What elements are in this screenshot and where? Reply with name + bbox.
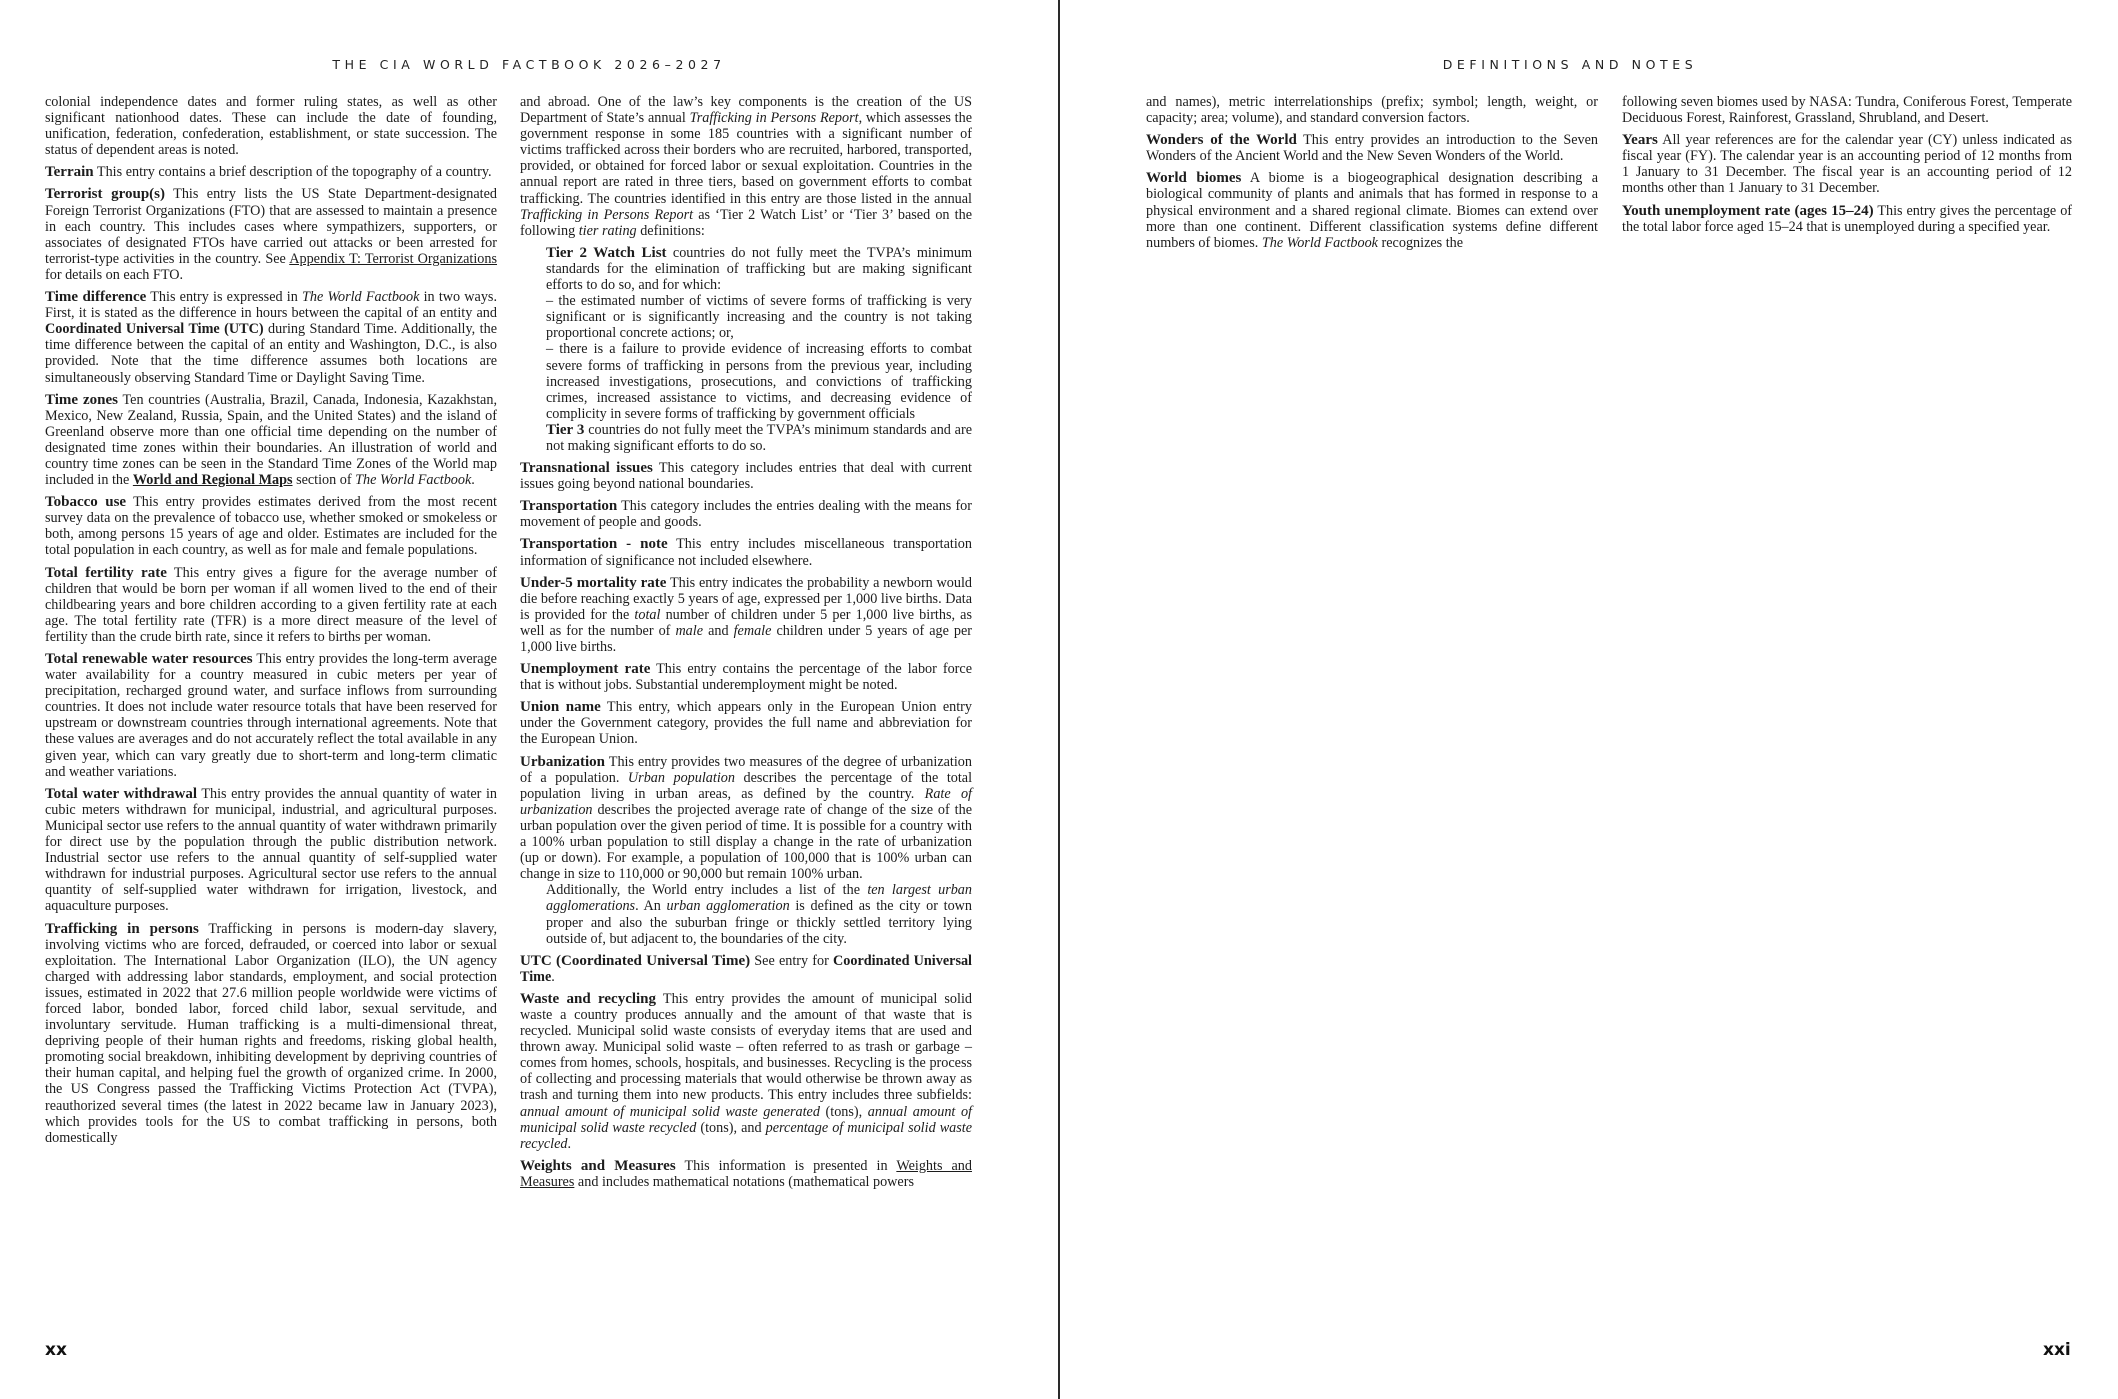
entry-tobacco-use: Tobacco use This entry provides estimates derived from the most recent survey data on the prevalence of tobacco use, whether smoked or smokeless or both, among persons 15 years of age and older. Estimates are included for the total population in each country, as well as for male and female populations. (45, 494, 497, 559)
right-column-2 (1622, 94, 2072, 241)
entry-trafficking-in-persons: Trafficking in persons Trafficking in persons is modern-day slavery, involving victims who are forced, defrauded, or coerced into labor or sexual exploitation. The International Labor Organization (ILO), the UN agency charged with addressing labor standards, employment, and social protection issues, estimated in 2022 that 27.6 million people worldwide were victims of forced labor, bonded labor, forced child labor, sexual servitude, and involuntary servitude. Human trafficking is a multi-dimensional threat, depriving people of their human rights and freedoms, risking global health, promoting social breakdown, inhibiting development by depriving countries of their human capital, and helping fuel the growth of organized crime. In 2000, the US Congress passed the Trafficking Victims Protection Act (TVPA), reauthorized several times (the latest in 2022 became law in January 2023), which provides tools for the US to combat trafficking in persons, both domestically (45, 920, 497, 1146)
entry-term: Total renewable water resources (45, 651, 253, 667)
tier-2-watch-list: Tier 2 Watch List countries do not fully meet the TVPA’s minimum standards for the elimination of trafficking but are making significant efforts to do so, and for which: (546, 244, 972, 294)
entry-term: Time difference (45, 289, 147, 306)
entry-term: Unemployment rate (520, 661, 651, 678)
entry-term: Tobacco use (45, 494, 127, 511)
entry-total-fertility-rate: Total fertility rate This entry gives a figure for the average number of children that would be born per woman if all women lived to the end of their childbearing years and bore children according to a given fertility rate at each age. The total fertility rate (TFR) is a more direct measure of the level of fertility than the crude birth rate, since it refers to births per woman. (45, 564, 498, 645)
appendix-t-link[interactable]: Appendix T: Terrorist Organizations (289, 250, 498, 267)
entry-transportation: Transportation This category includes the entries dealing with the means for movement of people and goods. (520, 498, 972, 531)
right-page (1060, 0, 2118, 1399)
page-number: xxi (2043, 1340, 2071, 1360)
entry-term: Urbanization (520, 753, 606, 770)
entry-utc: UTC (Coordinated Universal Time) See entry for Coordinated Universal Time. (520, 952, 972, 985)
entry-unemployment-rate: Unemployment rate This entry contains the percentage of the labor force that is without jobs. Substantial underemployment might be noted. (520, 661, 973, 694)
entry-union-name: Union name This entry, which appears only in the European Union entry under the Government category, provides the full name and abbreviation for the European Union. (520, 699, 972, 748)
entry-term: Youth unemployment rate (ages 15–24) (1622, 202, 1874, 219)
entry-under-5-mortality: Under-5 mortality rate This entry indicates the probability a newborn would die before reaching exactly 5 years of age, expressed per 1,000 live births. Data is provided for the total number of children under 5 per 1,000 live births, as well as for the number of male and female children under 5 years of age per 1,000 live births. (520, 574, 973, 655)
entry-terrain: Terrain This entry contains a brief description of the topography of a country. (45, 164, 492, 181)
entry-wonders-of-the-world: Wonders of the World This entry provides an introduction to the Seven Wonders of the Ancient World and the New Seven Wonders of the World. (1146, 132, 1598, 165)
entry-term: Tier 2 Watch List (546, 244, 667, 261)
page-number: xx (45, 1340, 67, 1360)
entry-term: Transnational issues (520, 460, 653, 477)
tier-2-item: – the estimated number of victims of severe forms of trafficking is very significant or is significantly increasing and the country is not taking proportional concrete actions; or, (546, 293, 972, 342)
entry-term: Weights and Measures (520, 1157, 676, 1174)
entry-weights-and-measures: Weights and Measures This information is presented in Weights and Measures and includes mathematical notations (mathematical powers (520, 1157, 972, 1190)
left-column-2 (520, 94, 972, 1196)
entry-transportation-note: Transportation - note This entry includes miscellaneous transportation information of significance not included elsewhere. (520, 536, 972, 569)
entry-term: Total fertility rate (45, 564, 167, 581)
entry-term: Years (1622, 132, 1658, 149)
entry-term: Total water withdrawal (45, 785, 198, 802)
continued-paragraph: following seven biomes used by NASA: Tundra, Coniferous Forest, Temperate Deciduous Forest, Rainforest, Grassland, Shrubland, and Desert. (1622, 94, 2072, 127)
entry-term: Terrorist group(s) (45, 186, 165, 203)
urbanization-additional: Additionally, the World entry includes a list of the ten largest urban agglomerations. An urban agglomeration is defined as the city or town proper and also the suburban fringe or thickly settled territory lying outside of, but adjacent to, the boundaries of the city. (546, 882, 973, 947)
entry-waste-and-recycling: Waste and recycling This entry provides the amount of municipal solid waste a country produces annually and the amount of that waste that is recycled. Municipal solid waste consists of everyday items that are used and thrown away. Municipal solid waste – often referred to as trash or garbage – comes from homes, schools, hospitals, and businesses. Recycling is the process of collecting and processing materials that would otherwise be thrown away as trash and turning them into new products. This entry includes three subfields: annual amount of municipal solid waste generated (tons), annual amount of municipal solid waste recycled (tons), and percentage of municipal solid waste recycled. (520, 990, 973, 1152)
entry-youth-unemployment: Youth unemployment rate (ages 15–24) This entry gives the percentage of the total labor force aged 15–24 that is unemployed during a specified year. (1622, 202, 2073, 235)
continued-paragraph: and abroad. One of the law’s key components is the creation of the US Department of State’s annual Trafficking in Persons Report, which assesses the government response in some 185 countries with a significant number of victims trafficked across their borders who are recruited, harbored, transported, provided, or obtained for forced labor or sexual exploitation. Countries in the annual report are rated in three tiers, based on government efforts to combat trafficking. The countries identified in this entry are those listed in the annual Trafficking in Persons Report as ‘Tier 2 Watch List’ or ‘Tier 3’ based on the following tier rating definitions: (520, 94, 973, 239)
entry-time-difference: Time difference This entry is expressed in The World Factbook in two ways. First, it is stated as the difference in hours between the capital of an entity and Coordinated Universal Time (UTC) during Standard Time. Additionally, the time difference between the capital of an entity and Washington, D.C., is also provided. Note that the time difference assumes both locations are simultaneously observing Standard Time or Daylight Saving Time. (45, 289, 497, 386)
running-head: THE CIA WORLD FACTBOOK 2026–2027 (332, 57, 726, 72)
world-regional-maps-link[interactable]: World and Regional Maps (132, 472, 293, 489)
entry-term: UTC (Coordinated Universal Time) (520, 952, 751, 969)
left-page (0, 0, 1058, 1399)
tier-3: Tier 3 countries do not fully meet the TVPA’s minimum standards and are not making significant efforts to do so. (546, 421, 972, 454)
entry-terrorist-groups: Terrorist group(s) This entry lists the US State Department-designated Foreign Terrorist Organizations (FTO) that are assessed to maintain a presence in each country. This includes cases where sympathizers, supporters, or associates of designated FTOs have carried out attacks or been arrested for terrorist-type activities in the country. See Appendix T: Terrorist Organizations for details on each FTO. (45, 186, 498, 283)
entry-term: Transportation (520, 498, 618, 515)
continued-paragraph: and names), metric interrelationships (prefix; symbol; length, weight, or capacity; area; volume), and standard conversion factors. (1146, 94, 1598, 127)
entry-term: Transportation - note (520, 536, 668, 553)
entry-transnational-issues: Transnational issues This category includes entries that deal with current issues going beyond national boundaries. (520, 460, 972, 493)
entry-time-zones: Time zones Ten countries (Australia, Brazil, Canada, Indonesia, Kazakhstan, Mexico, New Zealand, Russia, Spain, and the United States) and the island of Greenland observe more than one official time depending on the number of designated time zones within their boundaries. An illustration of world and country time zones can be seen in the Standard Time Zones of the World map included in the World and Regional Maps section of The World Factbook. (45, 391, 497, 489)
entry-term: Wonders of the World (1146, 132, 1297, 149)
entry-term: Waste and recycling (520, 990, 657, 1007)
entry-years: Years All year references are for the calendar year (CY) unless indicated as fiscal year (FY). The calendar year is an accounting period of 12 months from 1 January to 31 December. The fiscal year is an accounting period of 12 months other than 1 January to 31 December. (1622, 132, 2072, 197)
entry-term: Terrain (45, 164, 94, 181)
entry-term: Union name (520, 699, 601, 716)
entry-total-water-withdrawal: Total water withdrawal This entry provides the annual quantity of water in cubic meters withdrawn for municipal, industrial, and agricultural purposes. Municipal sector use refers to the annual quantity of water withdrawn primarily for direct use by the population through the public distribution network. Industrial sector use refers to the annual quantity of self-supplied water withdrawn for industrial purposes. Agricultural sector use refers to the annual quantity of self-supplied water withdrawn for irrigation, livestock, and aquaculture purposes. (45, 785, 498, 915)
running-head: DEFINITIONS AND NOTES (1442, 57, 1698, 72)
entry-total-renewable-water: Total renewable water resources This entry provides the long-term average water availability for a country measured in cubic meters per year of precipitation, recharged ground water, and surface inflows from surrounding countries. It does not include water resource totals that have been reserved for upstream or downstream countries through international agreements. Note that these values are averages and do not accurately reflect the total available in any given year, which can vary greatly due to short-term and long-term climatic and weather variations. (45, 651, 497, 780)
entry-term: Tier 3 (546, 421, 585, 438)
left-column-1 (45, 94, 497, 1152)
weights-and-measures-link[interactable]: Weights and Measures (520, 1157, 972, 1190)
continued-paragraph: colonial independence dates and former ruling states, as well as other significant nationhood dates. These can include the date of founding, unification, federation, confederation, establishment, or state succession. The status of dependent areas is noted. (45, 94, 497, 159)
entry-term: Under-5 mortality rate (520, 574, 667, 591)
entry-world-biomes: World biomes A biome is a biogeographical designation describing a biological community of plants and animals that has formed in response to a physical environment and a shared regional climate. Biomes can extend over more than one continent. Different classification systems define different numbers of biomes. The World Factbook recognizes the (1146, 170, 1599, 251)
tier-2-item: – there is a failure to provide evidence of increasing efforts to combat severe forms of trafficking in persons from the previous year, including increased investigations, prosecutions, and convictions of trafficking crimes, increased assistance to victims, and decreasing evidence of complicity in severe forms of trafficking by government officials (546, 341, 972, 422)
entry-term: Time zones (45, 391, 118, 408)
entry-urbanization: Urbanization This entry provides two measures of the degree of urbanization of a population. Urban population describes the percentage of the total population living in urban areas, as defined by the country. Rate of urbanization describes the projected average rate of change of the size of the urban population over the given period of time. It is possible for a country with a 100% urban population to still display a change in the rate of urbanization (up or down). For example, a population of 100,000 that is 100% urban can change in size to 110,000 or 90,000 but remain 100% urban. (520, 753, 973, 883)
entry-term: World biomes (1146, 170, 1242, 187)
entry-term: Trafficking in persons (45, 920, 199, 937)
right-column-1 (1146, 94, 1598, 257)
